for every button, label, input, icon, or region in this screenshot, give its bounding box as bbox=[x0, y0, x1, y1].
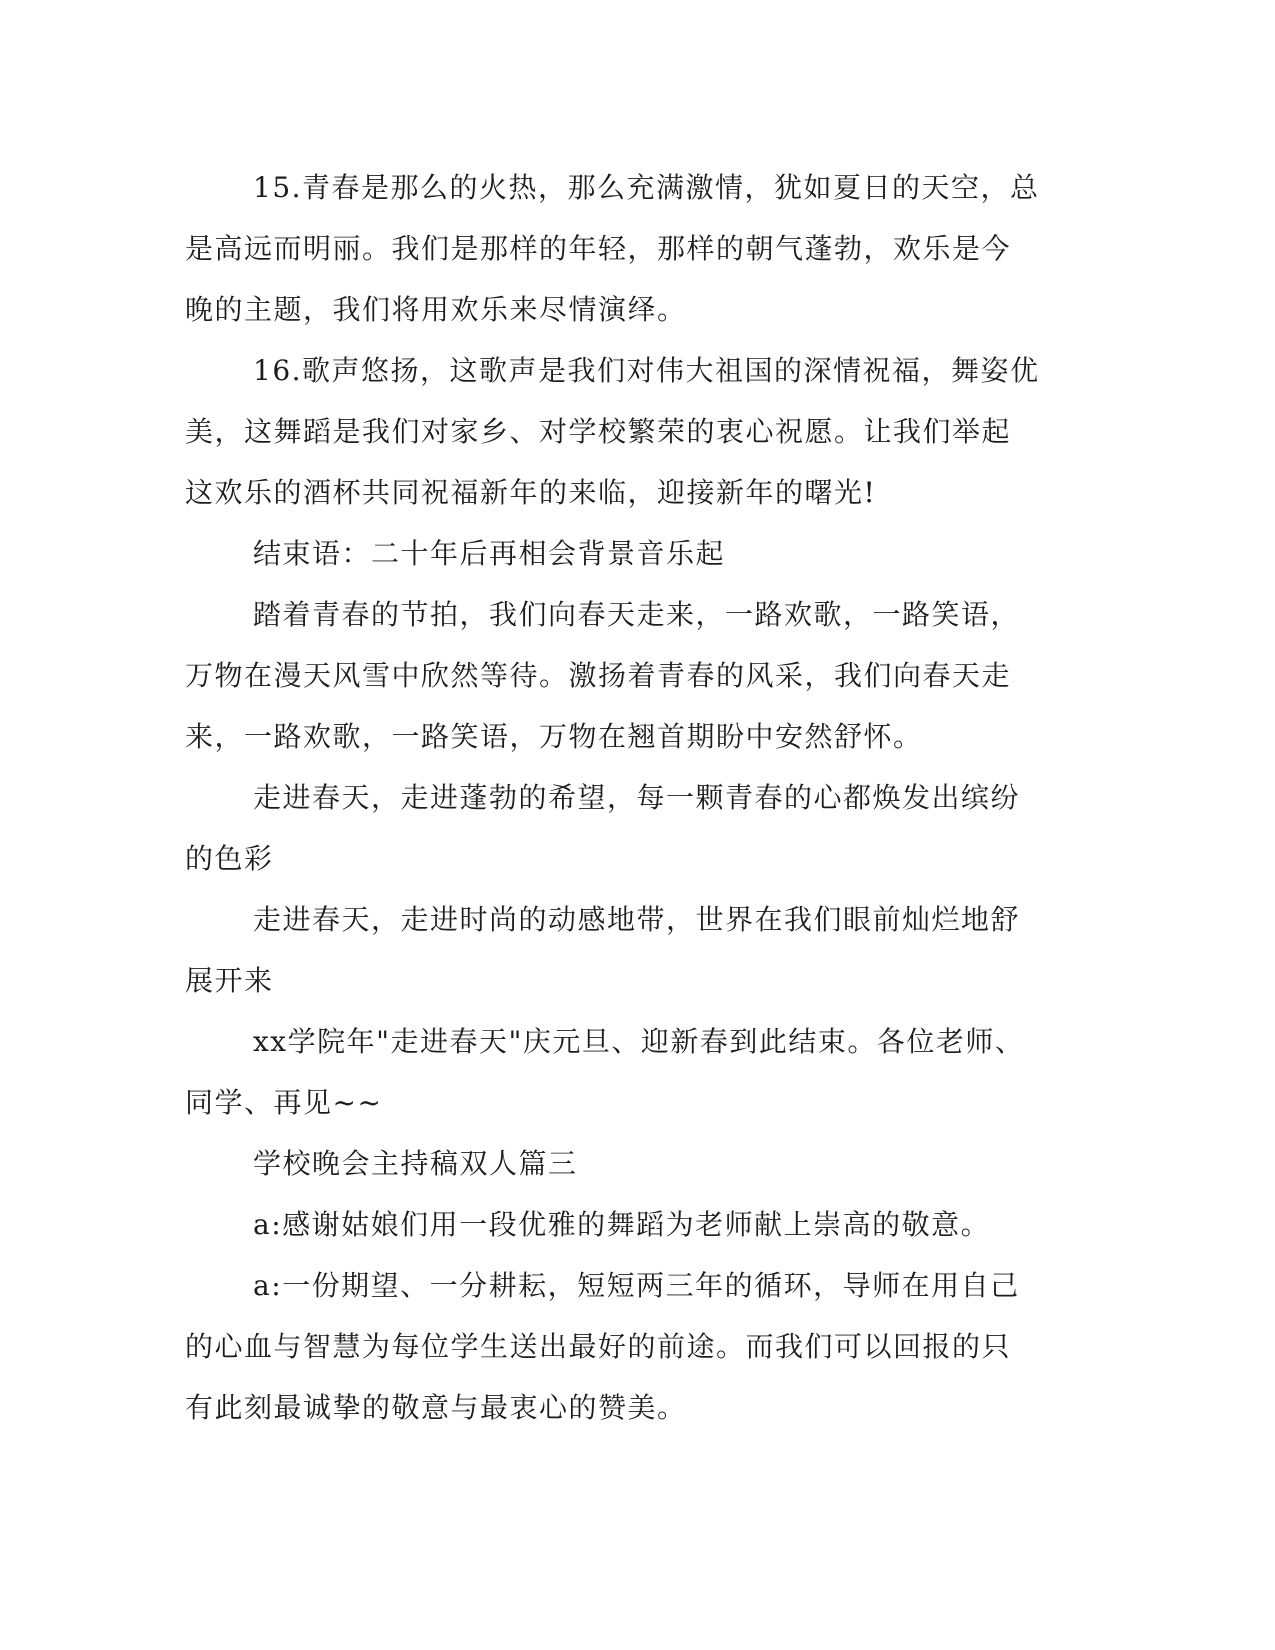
host-a-line-2: a:一份期望、一分耕耘，短短两三年的循环，导师在用自己的心血与智慧为每位学生送出最好的前途。而我们可以回报的只有此刻最诚挚的敬意与最衷心的赞美。 bbox=[185, 1269, 1020, 1424]
closing-paragraph-3: 走进春天，走进时尚的动感地带，世界在我们眼前灿烂地舒展开来 bbox=[185, 903, 1021, 997]
section-title: 学校晚会主持稿双人篇三 bbox=[253, 1147, 578, 1180]
closing-paragraph-2: 走进春天，走进蓬勃的希望，每一颗青春的心都焕发出缤纷的色彩 bbox=[185, 781, 1021, 875]
document-body bbox=[185, 157, 1040, 1438]
closing-paragraph-1: 踏着青春的节拍，我们向春天走来，一路欢歌，一路笑语，万物在漫天风雪中欣然等待。激扬着青春的风采，我们向春天走来，一路欢歌，一路笑语，万物在翘首期盼中安然舒怀。 bbox=[185, 598, 1021, 753]
paragraph-16: 16.歌声悠扬，这歌声是我们对伟大祖国的深情祝福，舞姿优美，这舞蹈是我们对家乡、对学校繁荣的衷心祝愿。让我们举起这欢乐的酒杯共同祝福新年的来临，迎接新年的曙光! bbox=[185, 354, 1040, 509]
closing-farewell: xx学院年"走进春天"庆元旦、迎新春到此结束。各位老师、同学、再见~~ bbox=[185, 1025, 1025, 1119]
host-a-line-1: a:感谢姑娘们用一段优雅的舞蹈为老师献上崇高的敬意。 bbox=[253, 1208, 991, 1241]
paragraph-15: 15.青春是那么的火热，那么充满激情，犹如夏日的天空，总是高远而明丽。我们是那样的年轻，那样的朝气蓬勃，欢乐是今晚的主题，我们将用欢乐来尽情演绎。 bbox=[185, 171, 1040, 326]
closing-heading: 结束语：二十年后再相会背景音乐起 bbox=[253, 537, 726, 570]
